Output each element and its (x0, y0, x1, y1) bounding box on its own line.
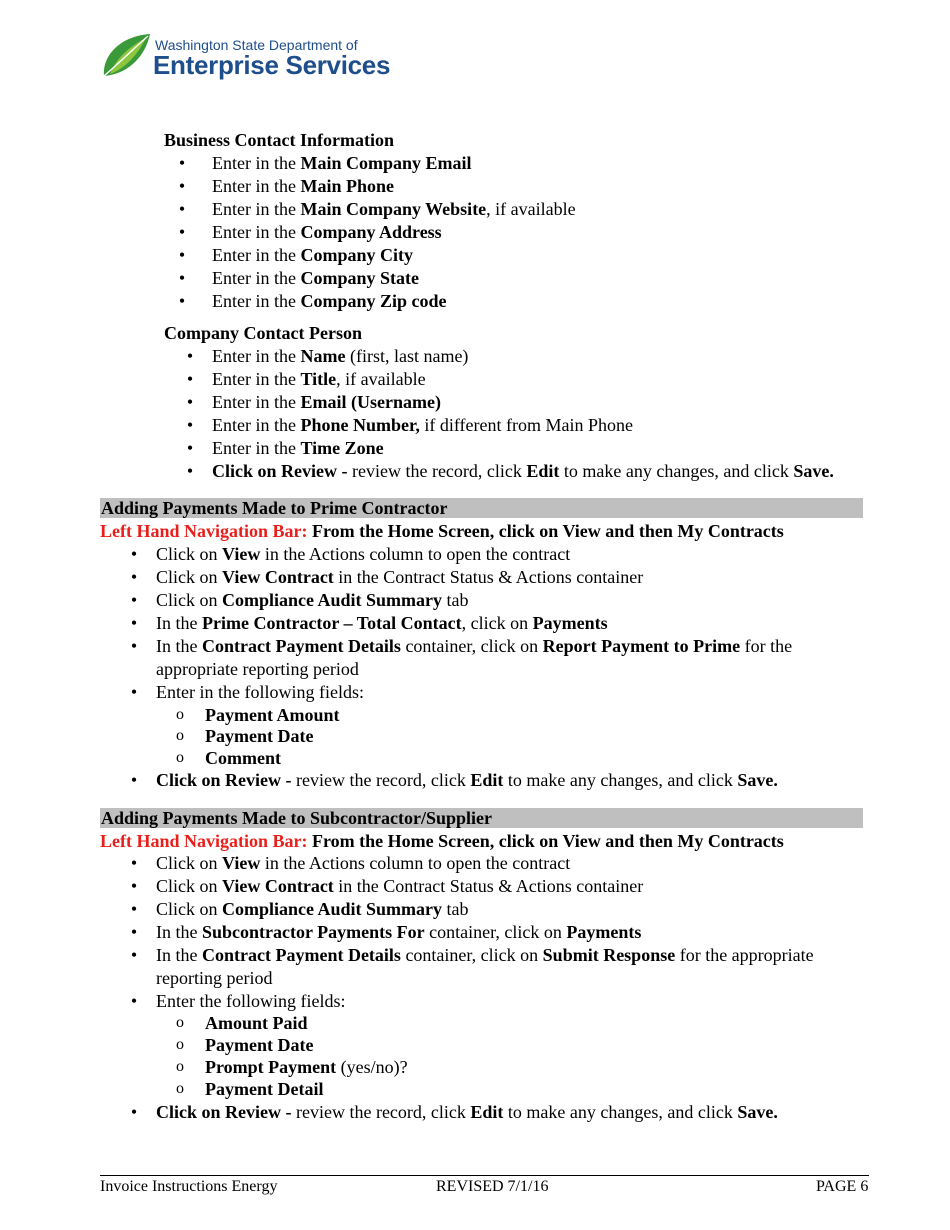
circle-bullet-icon: o (176, 1058, 184, 1075)
footer-page-number: PAGE 6 (816, 1178, 869, 1195)
section-heading-prime: Adding Payments Made to Prime Contractor (101, 498, 448, 518)
bullet-icon: • (186, 346, 194, 366)
bullet-icon: • (130, 922, 138, 942)
bullet-icon: • (130, 876, 138, 896)
bullet-icon: • (178, 245, 186, 265)
bullet-icon: • (178, 222, 186, 242)
bullet-icon: • (130, 567, 138, 587)
footer-divider (100, 1175, 869, 1176)
bullet-icon: • (130, 899, 138, 919)
bullet-icon: • (130, 682, 138, 702)
footer-document-title: Invoice Instructions Energy (100, 1178, 278, 1195)
bullet-icon: • (130, 636, 138, 656)
circle-bullet-icon: o (176, 706, 184, 723)
section-title-business-contact: Business Contact Information (164, 130, 395, 150)
circle-bullet-icon: o (176, 727, 184, 744)
bullet-icon: • (186, 392, 194, 412)
bullet-icon: • (178, 153, 186, 173)
circle-bullet-icon: o (176, 1036, 184, 1053)
navigation-instruction: Left Hand Navigation Bar: From the Home Screen, click on View and then My Contracts (100, 521, 784, 541)
bullet-icon: • (130, 613, 138, 633)
footer-revision: REVISED 7/1/16 (436, 1178, 549, 1195)
bullet-icon: • (186, 461, 194, 481)
section-heading-subcontractor: Adding Payments Made to Subcontractor/Supplier (101, 808, 493, 828)
bullet-icon: • (130, 590, 138, 610)
bullet-icon: • (130, 853, 138, 873)
bullet-icon: • (130, 945, 138, 965)
bullet-icon: • (130, 1102, 138, 1122)
agency-logo (100, 30, 390, 85)
bullet-icon: • (186, 438, 194, 458)
leaf-logo-icon (100, 30, 156, 82)
bullet-icon: • (130, 770, 138, 790)
bullet-icon: • (186, 369, 194, 389)
navigation-instruction: Left Hand Navigation Bar: From the Home Screen, click on View and then My Contracts (100, 831, 784, 851)
bullet-icon: • (186, 415, 194, 435)
bullet-icon: • (178, 268, 186, 288)
bullet-icon: • (178, 176, 186, 196)
circle-bullet-icon: o (176, 1080, 184, 1097)
logo-agency-line: Washington State Department of (155, 37, 358, 53)
bullet-icon: • (178, 291, 186, 311)
bullet-icon: • (178, 199, 186, 219)
section-title-company-contact: Company Contact Person (164, 323, 362, 343)
bullet-icon: • (130, 544, 138, 564)
circle-bullet-icon: o (176, 749, 184, 766)
logo-agency-name: Enterprise Services (153, 50, 391, 80)
bullet-icon: • (130, 991, 138, 1011)
circle-bullet-icon: o (176, 1014, 184, 1031)
